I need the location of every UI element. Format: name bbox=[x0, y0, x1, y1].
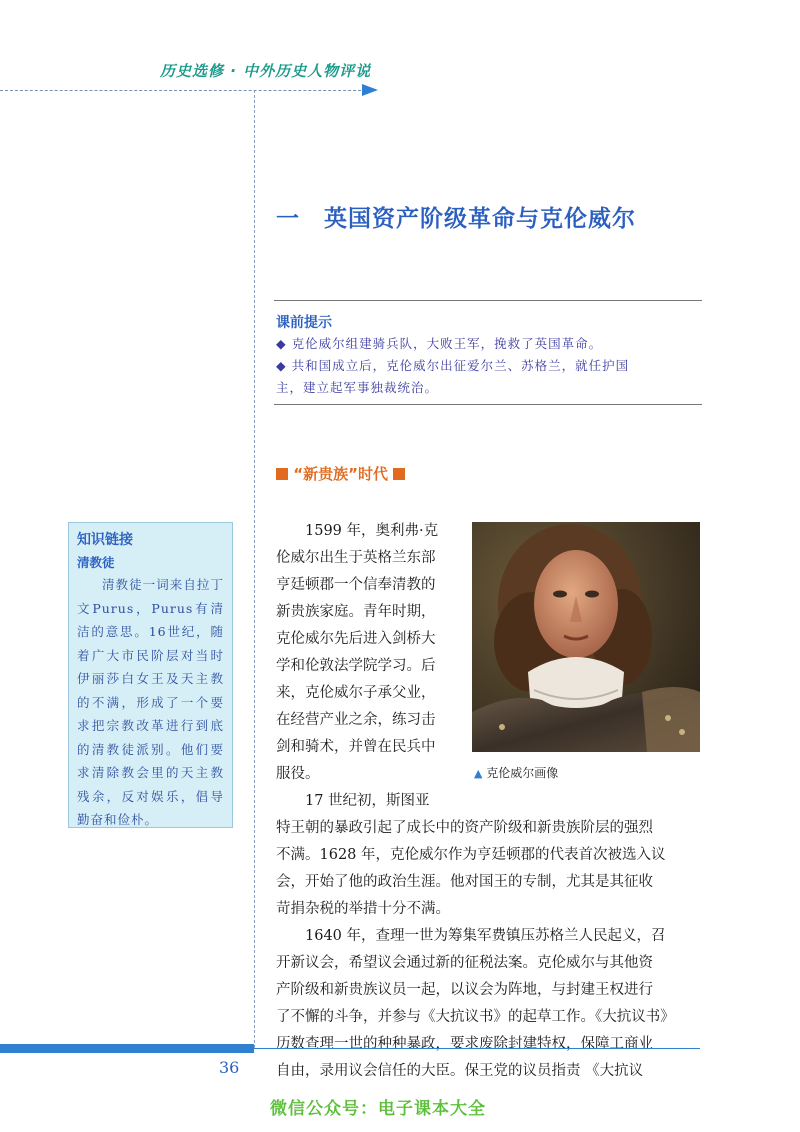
body-line: 了不懈的斗争，并参与《大抗议书》的起草工作。《大抗议书》 bbox=[276, 1009, 675, 1025]
body-line: 苛捐杂税的举措十分不满。 bbox=[276, 901, 450, 917]
preview-heading: 课前提示 bbox=[276, 315, 332, 331]
body-line: 在经营产业之余，练习击 bbox=[276, 712, 436, 728]
watermark-text: 微信公众号：电子课本大全 bbox=[270, 1099, 486, 1119]
sidebar-subheading: 清教徒 bbox=[77, 555, 115, 570]
preview-top-rule bbox=[274, 300, 702, 301]
body-line: 历数查理一世的种种暴政，要求废除封建特权，保障工商业 bbox=[276, 1036, 653, 1052]
body-line: 学和伦敦法学院学习。后 bbox=[276, 658, 436, 674]
knowledge-link-sidebar bbox=[68, 522, 233, 828]
preview-item: ◆ 克伦威尔组建骑兵队，大败王军，挽救了英国革命。 bbox=[276, 336, 603, 351]
footer-bar bbox=[0, 1044, 254, 1053]
running-header: 历史选修 · 中外历史人物评说 bbox=[160, 62, 372, 80]
body-line: 服役。 bbox=[276, 766, 320, 782]
cromwell-portrait bbox=[472, 522, 700, 752]
body-line: 亨廷顿郡一个信奉清教的 bbox=[276, 577, 436, 593]
preview-item: 主，建立起军事独裁统治。 bbox=[276, 380, 439, 395]
portrait-illustration bbox=[472, 522, 700, 752]
sidebar-body: 清教徒一词来自拉丁文Purus，Purus有清洁的意思。16世纪，随着广大市民阶层对当时伊丽莎白女王及天主教的不满，形成了一个要求把宗教改革进行到底的清教徒派别。他们要求清除教会里的天主教残余，反对娱乐，倡导勤奋和俭朴。 bbox=[77, 577, 224, 827]
section-title bbox=[276, 463, 405, 484]
preview-bottom-rule bbox=[274, 404, 702, 405]
body-line: 伦威尔出生于英格兰东部 bbox=[276, 550, 436, 566]
body-line: 1599 年，奥利弗·克 bbox=[276, 523, 439, 539]
header-arrow-icon bbox=[362, 84, 378, 96]
sidebar-heading: 知识链接 bbox=[77, 532, 133, 548]
body-line: 自由，录用议会信任的大臣。保王党的议员指责 《大抗议 bbox=[276, 1063, 644, 1079]
body-line: 开新议会，希望议会通过新的征税法案。克伦威尔与其他资 bbox=[276, 955, 653, 971]
preview-item: ◆ 共和国成立后，克伦威尔出征爱尔兰、苏格兰，就任护国 bbox=[276, 358, 630, 373]
body-line: 产阶级和新贵族议员一起，以议会为阵地，与封建王权进行 bbox=[276, 982, 653, 998]
body-line: 会，开始了他的政治生涯。他对国王的专制，尤其是其征收 bbox=[276, 874, 653, 890]
section-title-text: “新贵族”时代 bbox=[293, 465, 388, 483]
chapter-title: 一 英国资产阶级革命与克伦威尔 bbox=[276, 206, 636, 232]
body-line: 新贵族家庭。青年时期， bbox=[276, 604, 436, 620]
margin-dotted-rule bbox=[254, 90, 255, 1048]
triangle-marker-icon: ▲ bbox=[474, 767, 483, 780]
body-line: 剑和骑术，并曾在民兵中 bbox=[276, 739, 436, 755]
body-line: 来，克伦威尔子承父业， bbox=[276, 685, 436, 701]
body-line: 不满。1628 年，克伦威尔作为亨廷顿郡的代表首次被选入议 bbox=[276, 847, 666, 863]
body-line: 克伦威尔先后进入剑桥大 bbox=[276, 631, 436, 647]
square-bullet-icon bbox=[393, 468, 405, 480]
body-line: 17 世纪初，斯图亚 bbox=[276, 793, 430, 809]
body-line: 特王朝的暴政引起了成长中的资产阶级和新贵族阶层的强烈 bbox=[276, 820, 653, 836]
header-dotted-rule bbox=[0, 90, 366, 91]
caption-text: 克伦威尔画像 bbox=[486, 766, 559, 780]
page-number: 36 bbox=[219, 1058, 240, 1077]
body-line: 1640 年，查理一世为筹集军费镇压苏格兰人民起义，召 bbox=[276, 928, 666, 944]
footer-rule bbox=[254, 1048, 700, 1049]
square-bullet-icon bbox=[276, 468, 288, 480]
figure-caption bbox=[474, 764, 558, 781]
